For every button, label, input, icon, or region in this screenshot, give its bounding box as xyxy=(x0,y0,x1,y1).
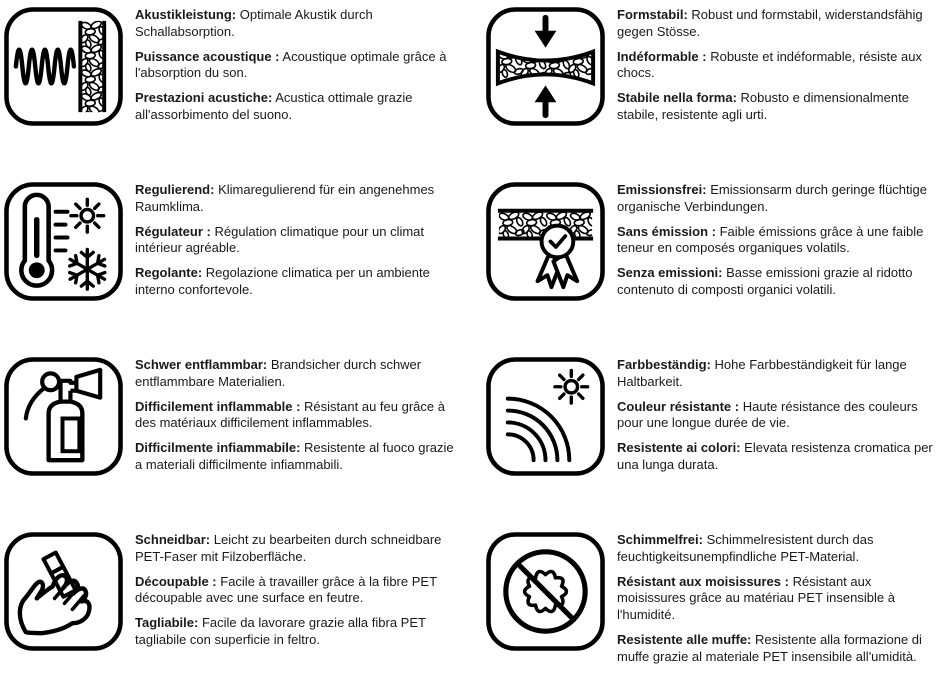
feature-desc-it: Facile da lavorare grazie alla fibra PET tagliabile con superficie in feltro. xyxy=(135,615,426,647)
feature-desc-it: Basse emissioni grazie al ridotto contenuto di composti organici volatili. xyxy=(617,265,913,297)
feature-text-block xyxy=(135,7,461,132)
feature-desc-it: Regolazione climatica per un ambiente interno confortevole. xyxy=(135,265,430,297)
feature-text-it xyxy=(617,90,936,124)
no-mold-icon xyxy=(486,532,605,651)
card-climate xyxy=(0,180,468,355)
feature-label-de: Emissionsfrei: xyxy=(617,182,707,197)
feature-desc-de: Robust und formstabil, widerstandsfähig gegen Stösse. xyxy=(617,7,923,39)
feature-label-it: Resistente ai colori: xyxy=(617,440,741,456)
feature-desc-it: Elevata resistenza cromatica per una lunga durata. xyxy=(617,440,933,472)
feature-desc-fr: Haute résistance des couleurs pour une longue durée de vie. xyxy=(617,398,918,431)
feature-label-it: Stabile nella forma: xyxy=(617,90,737,106)
feature-desc-fr: Facile à travailler grâce à la fibre PET découpable avec une surface en feutre. xyxy=(135,573,437,606)
thermometer-sun-snowflake-icon xyxy=(4,182,123,301)
feature-desc-it: Resistente alla formazione di muffe grazie al materiale PET insensibile all'umidità. xyxy=(617,631,922,664)
card-flame-retardant xyxy=(0,355,468,530)
card-color-fast xyxy=(468,355,936,530)
feature-text-it xyxy=(617,265,936,299)
feature-desc-fr: Régulation climatique pour un climat intérieur agréable. xyxy=(135,223,425,256)
feature-label-fr: Difficilement inflammable : xyxy=(135,398,301,414)
feature-text-de xyxy=(617,357,936,391)
feature-label-de: Schwer entflammbar: xyxy=(135,357,268,372)
feature-text-block xyxy=(135,532,461,657)
feature-text-de xyxy=(135,7,461,41)
rainbow-sun-icon xyxy=(486,357,605,476)
feature-label-de: Formstabil: xyxy=(617,7,688,22)
feature-desc-fr: Robuste et indéformable, résiste aux chocs. xyxy=(617,48,922,81)
feature-desc-de: Brandsicher durch schwer entflammbare Materialien. xyxy=(135,357,422,389)
feature-text-block xyxy=(135,182,461,307)
feature-desc-fr: Résistant aux moisissures grâce au matériau PET insensible à l'humidité. xyxy=(617,573,895,623)
feature-desc-it: Acustica ottimale grazie all'assorbimento del suono. xyxy=(135,90,413,122)
feature-label-it: Tagliabile: xyxy=(135,615,199,631)
feature-text-block xyxy=(617,7,936,132)
sound-absorption-icon xyxy=(4,7,123,126)
feature-label-fr: Régulateur : xyxy=(135,223,211,239)
feature-text-fr xyxy=(617,224,936,258)
feature-desc-fr: Résistant au feu grâce à des matériaux difficilement inflammables. xyxy=(135,398,445,431)
feature-desc-de: Emissionsarm durch geringe flüchtige organische Verbindungen. xyxy=(617,182,927,214)
feature-text-it xyxy=(617,440,936,474)
feature-text-block xyxy=(617,532,936,674)
feature-desc-fr: Acoustique optimale grâce à l'absorption du son. xyxy=(135,48,447,81)
feature-text-de xyxy=(135,182,461,216)
feature-desc-it: Resistente al fuoco grazie a materiali difficilmente infiammabili. xyxy=(135,440,454,472)
feature-desc-de: Optimale Akustik durch Schallabsorption. xyxy=(135,7,373,39)
card-acoustic xyxy=(0,5,468,180)
feature-text-fr xyxy=(617,399,936,433)
feature-label-fr: Indéformable : xyxy=(617,48,707,64)
feature-label-fr: Découpable : xyxy=(135,573,217,589)
feature-desc-de: Leicht zu bearbeiten durch schneidbare PET-Faser mit Filzoberfläche. xyxy=(135,532,442,564)
card-emissions xyxy=(468,180,936,355)
feature-text-it xyxy=(617,632,936,666)
feature-label-de: Regulierend: xyxy=(135,182,215,197)
feature-text-de xyxy=(135,357,461,391)
feature-label-de: Farbbeständig: xyxy=(617,357,711,372)
feature-label-it: Regolante: xyxy=(135,265,203,281)
feature-text-block xyxy=(135,357,461,482)
card-cuttable xyxy=(0,530,468,680)
feature-text-block xyxy=(617,357,936,482)
feature-label-it: Prestazioni acustiche: xyxy=(135,90,273,106)
feature-text-fr xyxy=(135,574,461,608)
feature-label-fr: Couleur résistante : xyxy=(617,398,740,414)
feature-text-it xyxy=(135,265,461,299)
feature-text-it xyxy=(135,440,461,474)
feature-text-fr xyxy=(135,224,461,258)
feature-desc-de: Hohe Farbbeständigkeit für lange Haltbarkeit. xyxy=(617,357,907,389)
fire-extinguisher-icon xyxy=(4,357,123,476)
feature-label-fr: Résistant aux moisissures : xyxy=(617,573,789,589)
feature-label-de: Akustikleistung: xyxy=(135,7,237,22)
feature-text-de xyxy=(617,182,936,216)
feature-label-it: Difficilmente infiammabile: xyxy=(135,440,301,456)
feature-text-it xyxy=(135,90,461,124)
feature-text-de xyxy=(135,532,461,566)
feature-text-de xyxy=(617,532,936,566)
feature-desc-de: Schimmelresistent durch das feuchtigkeitsunempfindliche PET-Material. xyxy=(617,532,874,564)
feature-desc-it: Robusto e dimensionalmente stabile, resistente agli urti. xyxy=(617,90,909,122)
compression-arrows-icon xyxy=(486,7,605,126)
feature-desc-fr: Faible émissions grâce à une faible teneur en composés organiques volatils. xyxy=(617,223,924,256)
feature-label-fr: Sans émission : xyxy=(617,223,716,239)
feature-text-fr xyxy=(135,49,461,83)
feature-text-fr xyxy=(617,574,936,624)
hand-cutter-icon xyxy=(4,532,123,651)
feature-text-fr xyxy=(617,49,936,83)
feature-desc-de: Klimaregulierend für ein angenehmes Raumklima. xyxy=(135,182,435,214)
feature-text-fr xyxy=(135,399,461,433)
feature-label-fr: Puissance acoustique : xyxy=(135,48,280,64)
feature-label-it: Resistente alle muffe: xyxy=(617,631,752,647)
feature-text-de xyxy=(617,7,936,41)
low-emission-certificate-icon xyxy=(486,182,605,301)
feature-label-it: Senza emissioni: xyxy=(617,265,723,281)
feature-text-it xyxy=(135,615,461,649)
card-mold-free xyxy=(468,530,936,680)
feature-label-de: Schimmelfrei: xyxy=(617,532,703,547)
feature-label-de: Schneidbar: xyxy=(135,532,211,547)
feature-text-block xyxy=(617,182,936,307)
card-shape-stability xyxy=(468,5,936,180)
